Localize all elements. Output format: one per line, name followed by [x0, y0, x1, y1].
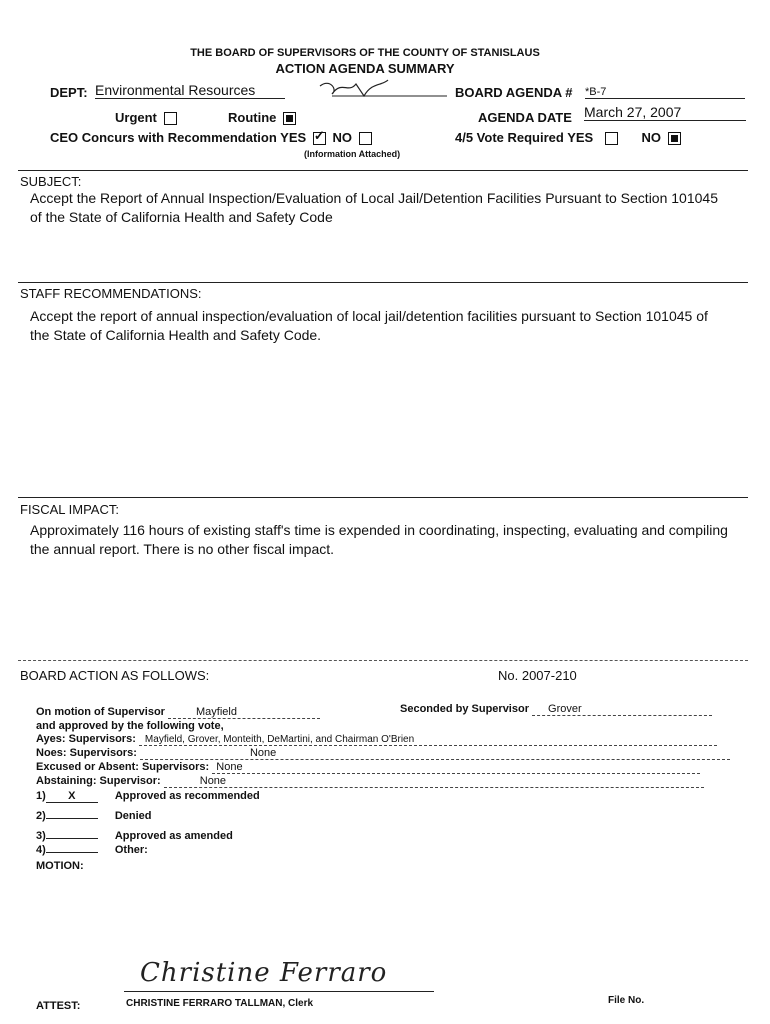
vote-no-label: NO	[641, 130, 661, 145]
option-mark[interactable]	[46, 818, 98, 819]
ceo-note: (Information Attached)	[304, 149, 401, 159]
divider	[18, 497, 748, 498]
ceo-field	[50, 130, 375, 145]
option-label: Other:	[114, 844, 148, 856]
divider	[18, 660, 748, 661]
routine-field	[228, 110, 299, 125]
ayes-value: Mayfield, Grover, Monteith, DeMartini, and Chairman O'Brien	[139, 734, 717, 746]
urgent-label: Urgent	[115, 110, 157, 125]
option-number: 1)	[36, 790, 46, 802]
vote-field	[455, 130, 684, 145]
ceo-no-checkbox[interactable]	[359, 132, 372, 145]
ceo-no-label: NO	[332, 130, 352, 145]
agenda-date-label: AGENDA DATE	[478, 110, 572, 125]
attest-label: ATTEST:	[36, 1000, 81, 1012]
noes-field	[36, 747, 730, 760]
board-action-heading: BOARD ACTION AS FOLLOWS:	[20, 668, 210, 683]
board-agenda-value: *B-7	[585, 86, 745, 99]
option-number: 3)	[36, 830, 46, 842]
excused-label: Excused or Absent: Supervisors:	[36, 761, 210, 773]
noes-label: Noes: Supervisors:	[36, 747, 137, 759]
dept-value: Environmental Resources	[95, 82, 285, 99]
abstain-value: None	[164, 775, 704, 788]
seconded-label: Seconded by Supervisor	[400, 703, 529, 715]
approved-line: and approved by the following vote,	[36, 720, 224, 732]
noes-value: None	[140, 747, 730, 760]
motion-label: On motion of Supervisor	[36, 706, 165, 718]
staff-text: Accept the report of annual inspection/evaluation of local jail/detention facilities pursuant to Section 101045 of the State of California Health and Safety Code.	[30, 308, 708, 343]
option-mark[interactable]	[46, 838, 98, 839]
clerk-name: CHRISTINE FERRARO TALLMAN, Clerk	[126, 998, 314, 1009]
routine-label: Routine	[228, 110, 277, 125]
motion-field	[36, 706, 320, 719]
excused-value: None	[212, 761, 700, 774]
excused-field	[36, 761, 700, 774]
staff-heading: STAFF RECOMMENDATIONS:	[20, 286, 202, 301]
initials-scribble	[312, 76, 452, 102]
urgent-field	[115, 110, 180, 125]
ayes-field	[36, 733, 717, 746]
resolution-number: No. 2007-210	[498, 668, 577, 683]
option-row	[36, 844, 148, 856]
option-number: 2)	[36, 810, 46, 822]
abstain-field	[36, 775, 704, 788]
file-number-label: File No.	[608, 995, 645, 1006]
abstain-label: Abstaining: Supervisor:	[36, 775, 161, 787]
urgent-checkbox[interactable]	[164, 112, 177, 125]
dept-label: DEPT:	[50, 85, 88, 100]
divider	[18, 282, 748, 283]
option-label: Approved as recommended	[114, 790, 260, 802]
option-row	[36, 790, 260, 803]
fiscal-heading: FISCAL IMPACT:	[20, 502, 119, 517]
option-number: 4)	[36, 844, 46, 856]
header-subtitle: ACTION AGENDA SUMMARY	[275, 61, 455, 76]
option-label: Denied	[114, 810, 152, 822]
subject-heading: SUBJECT:	[20, 174, 82, 189]
subject-text: Accept the Report of Annual Inspection/Evaluation of Local Jail/Detention Facilities Pursuant to Section 101045 of the State of California Health and Safety Code	[30, 190, 718, 225]
seconded-field	[400, 703, 712, 716]
option-mark[interactable]	[46, 852, 98, 853]
signature-line	[124, 991, 434, 992]
vote-no-checkbox[interactable]	[668, 132, 681, 145]
ceo-label: CEO Concurs with Recommendation YES	[50, 130, 307, 145]
clerk-signature: Christine Ferraro	[140, 958, 388, 988]
motion-caption: MOTION:	[36, 860, 84, 872]
agenda-date-value: March 27, 2007	[584, 104, 746, 121]
header-title: THE BOARD OF SUPERVISORS OF THE COUNTY OF STANISLAUS	[190, 47, 540, 59]
seconded-value: Grover	[532, 703, 712, 716]
vote-label: 4/5 Vote Required YES	[455, 130, 594, 145]
option-row	[36, 810, 152, 822]
vote-yes-checkbox[interactable]	[605, 132, 618, 145]
option-row	[36, 830, 233, 842]
option-mark[interactable]: X	[46, 790, 98, 803]
option-label: Approved as amended	[114, 830, 233, 842]
routine-checkbox[interactable]	[283, 112, 296, 125]
divider	[18, 170, 748, 171]
board-agenda-label: BOARD AGENDA #	[455, 85, 573, 100]
ceo-yes-checkbox[interactable]	[313, 132, 326, 145]
motion-value: Mayfield	[168, 706, 320, 719]
ayes-label: Ayes: Supervisors:	[36, 733, 136, 745]
fiscal-text: Approximately 116 hours of existing staff's time is expended in coordinating, inspecting, evaluating and compiling the annual report. There is no other fiscal impact.	[30, 522, 728, 557]
